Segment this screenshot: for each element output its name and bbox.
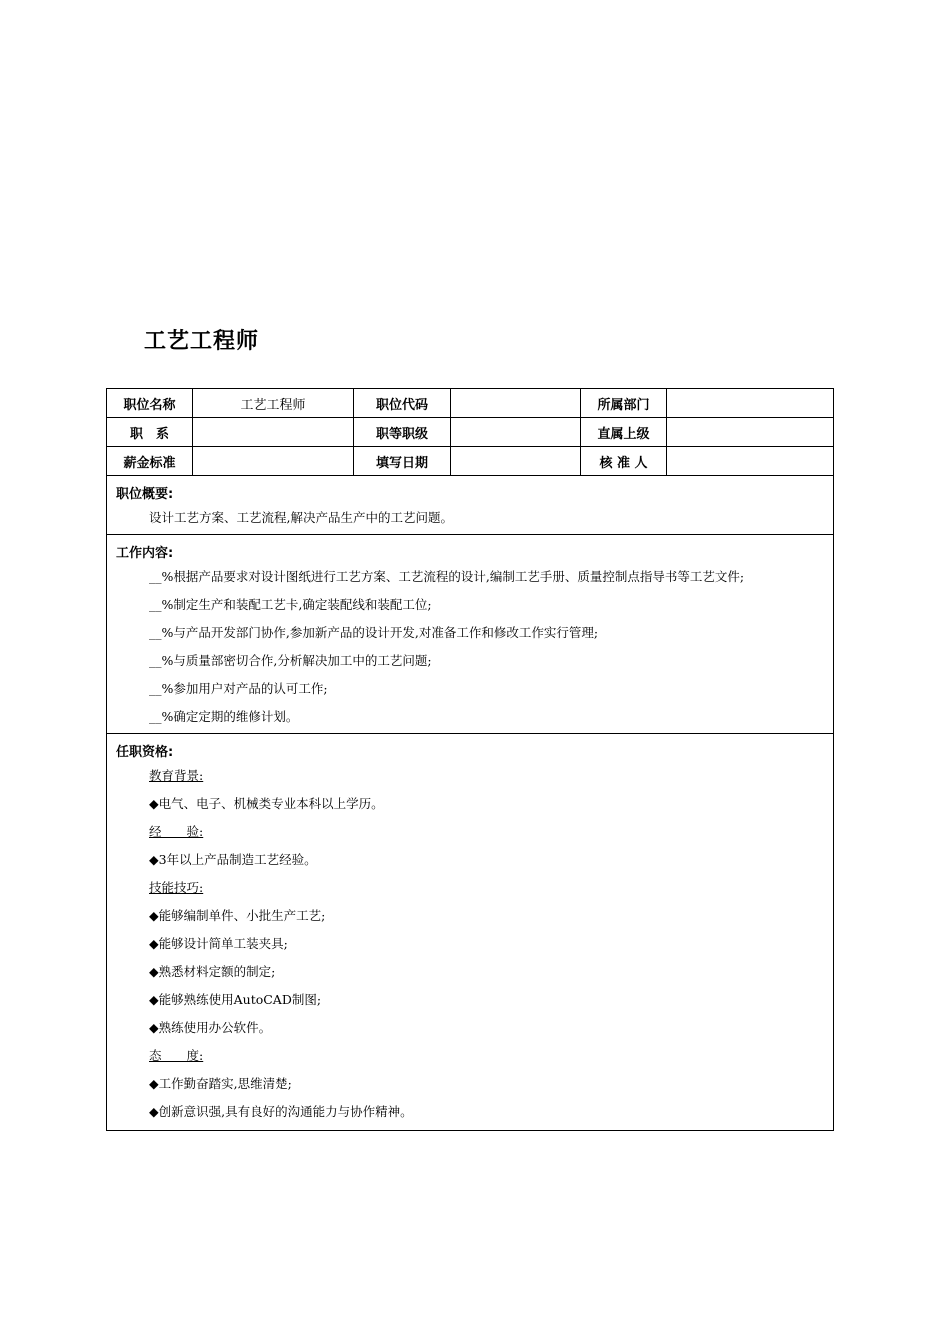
supervisor-value [667, 418, 834, 447]
list-item: ◆能够设计简单工装夹具; [149, 936, 288, 951]
list-item: ◆创新意识强,具有良好的沟通能力与协作精神。 [149, 1104, 413, 1119]
table-row [107, 447, 834, 476]
department-label: 所属部门 [581, 389, 667, 418]
department-value [667, 389, 834, 418]
list-item: ◆熟悉材料定额的制定; [149, 964, 276, 979]
list-item: ◆3年以上产品制造工艺经验。 [149, 852, 317, 867]
duties-heading: 工作内容: [116, 546, 174, 561]
position-code-value [451, 389, 581, 418]
duties-section [107, 535, 834, 734]
summary-text: 设计工艺方案、工艺流程,解决产品生产中的工艺问题。 [149, 510, 453, 525]
table-row [107, 418, 834, 447]
summary-section [107, 476, 834, 535]
qualifications-section [107, 734, 834, 1131]
position-name-label: 职位名称 [107, 389, 193, 418]
approver-value [667, 447, 834, 476]
list-item: ◆能够编制单件、小批生产工艺; [149, 908, 326, 923]
position-code-label: 职位代码 [354, 389, 451, 418]
list-item: ◆能够熟练使用AutoCAD制图; [149, 992, 322, 1007]
education-heading: 教育背景: [149, 768, 204, 783]
job-description-table [106, 388, 834, 1131]
summary-row [107, 476, 834, 535]
qualifications-row [107, 734, 834, 1131]
list-item: __%参加用户对产品的认可工作; [149, 681, 328, 696]
salary-value [193, 447, 354, 476]
list-item: __%与产品开发部门协作,参加新产品的设计开发,对准备工作和修改工作实行管理; [149, 625, 599, 640]
document-title: 工艺工程师 [144, 329, 260, 354]
list-item: ◆熟练使用办公软件。 [149, 1020, 272, 1035]
list-item: __%与质量部密切合作,分析解决加工中的工艺问题; [149, 653, 432, 668]
skills-heading: 技能技巧: [149, 880, 204, 895]
fill-date-label: 填写日期 [354, 447, 451, 476]
list-item: __%制定生产和装配工艺卡,确定装配线和装配工位; [149, 597, 432, 612]
approver-label: 核 准 人 [581, 447, 667, 476]
list-item: ◆电气、电子、机械类专业本科以上学历。 [149, 796, 384, 811]
list-item: ◆工作勤奋踏实,思维清楚; [149, 1076, 292, 1091]
fill-date-value [451, 447, 581, 476]
job-grade-value [451, 418, 581, 447]
experience-heading: 经 验: [149, 824, 204, 839]
qualifications-heading: 任职资格: [116, 745, 174, 760]
job-grade-label: 职等职级 [354, 418, 451, 447]
position-name-value: 工艺工程师 [193, 389, 354, 418]
summary-heading: 职位概要: [116, 487, 174, 502]
attitude-heading: 态 度: [149, 1048, 204, 1063]
list-item: __%确定定期的维修计划。 [149, 709, 299, 724]
duties-row [107, 535, 834, 734]
supervisor-label: 直属上级 [581, 418, 667, 447]
table-row [107, 389, 834, 418]
job-family-label: 职 系 [107, 418, 193, 447]
list-item: __%根据产品要求对设计图纸进行工艺方案、工艺流程的设计,编制工艺手册、质量控制点指导书等工艺文件; [149, 569, 745, 584]
salary-label: 薪金标准 [107, 447, 193, 476]
job-family-value [193, 418, 354, 447]
